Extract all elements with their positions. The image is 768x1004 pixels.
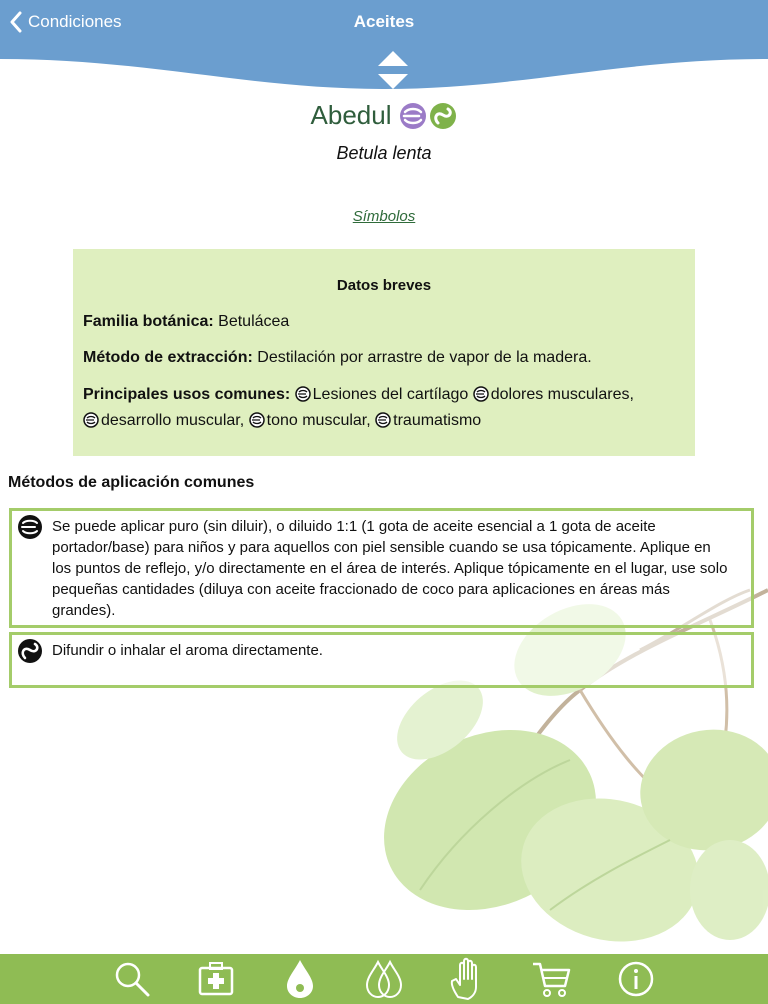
uso-item: traumatismo [393,412,482,429]
first-aid-icon [197,960,235,998]
up-down-arrows-icon[interactable] [376,50,410,90]
topical-small-icon [83,412,99,435]
tab-info[interactable] [614,957,658,1001]
tab-oils[interactable] [278,957,322,1001]
usos-line [83,383,685,435]
method-item-topical [9,508,754,628]
metodo-line [83,349,685,367]
tab-hand[interactable] [446,957,490,1001]
familia-line [83,313,685,331]
oil-drop-icon [281,958,319,1000]
aromatic-icon [17,638,43,664]
topical-small-icon [249,412,265,435]
topical-small-icon [295,386,311,409]
search-icon [113,960,151,998]
navigation-bar [0,0,768,44]
chevron-left-icon [10,11,22,33]
familia-label: Familia botánica: [83,313,214,330]
metodo-value: Destilación por arrastre de vapor de la madera. [257,349,592,366]
topical-icon [17,514,43,540]
uso-item: Lesiones del cartílago [312,386,469,403]
oil-blends-icon [362,958,406,1000]
aromatic-icon [429,102,457,130]
metodo-label: Método de extracción: [83,349,253,366]
method-text: Se puede aplicar puro (sin diluir), o diluido 1:1 (1 gota de aceite esencial a 1 gota de aceite portador/base) para niños y para aquellos con piel sensible cuando se usa tópicamente. Aplique en los puntos de reflejo, y/o directamente en el área de interés. Aplique tópicamente en el lugar, use solo pequeñas cantidades (diluya con aceite fraccionado de coco para aplicaciones en áreas más grandes). [52,518,728,619]
methods-title: Métodos de aplicación comunes [8,474,255,491]
oil-name: Abedul [310,100,392,130]
info-icon [617,960,655,998]
symbols-link[interactable]: Símbolos [352,208,416,225]
page-title: Aceites [353,12,415,31]
tab-blends[interactable] [362,957,406,1001]
tab-search[interactable] [110,957,154,1001]
usos-label: Principales usos comunes: [83,386,291,403]
topical-small-icon [375,412,391,435]
back-button[interactable] [10,0,122,44]
topical-small-icon [473,386,489,409]
tab-cart[interactable] [530,957,574,1001]
oil-usage-icons [399,102,457,130]
hand-icon [448,957,488,1001]
method-text: Difundir o inhalar el aroma directamente. [52,642,323,659]
topical-icon [399,102,427,130]
uso-item: desarrollo muscular, [101,412,245,429]
oil-heading [0,100,768,131]
uso-item: tono muscular, [266,412,371,429]
method-item-aromatic [9,632,754,688]
latin-name: Betula lenta [336,143,432,163]
back-label: Condiciones [28,12,122,31]
cart-icon [531,958,573,1000]
tab-first-aid[interactable] [194,957,238,1001]
familia-value: Betulácea [218,313,290,330]
tab-bar [0,954,768,1004]
uso-item: dolores musculares, [490,386,634,403]
facts-title: Datos breves [336,277,432,294]
facts-box [73,249,695,456]
